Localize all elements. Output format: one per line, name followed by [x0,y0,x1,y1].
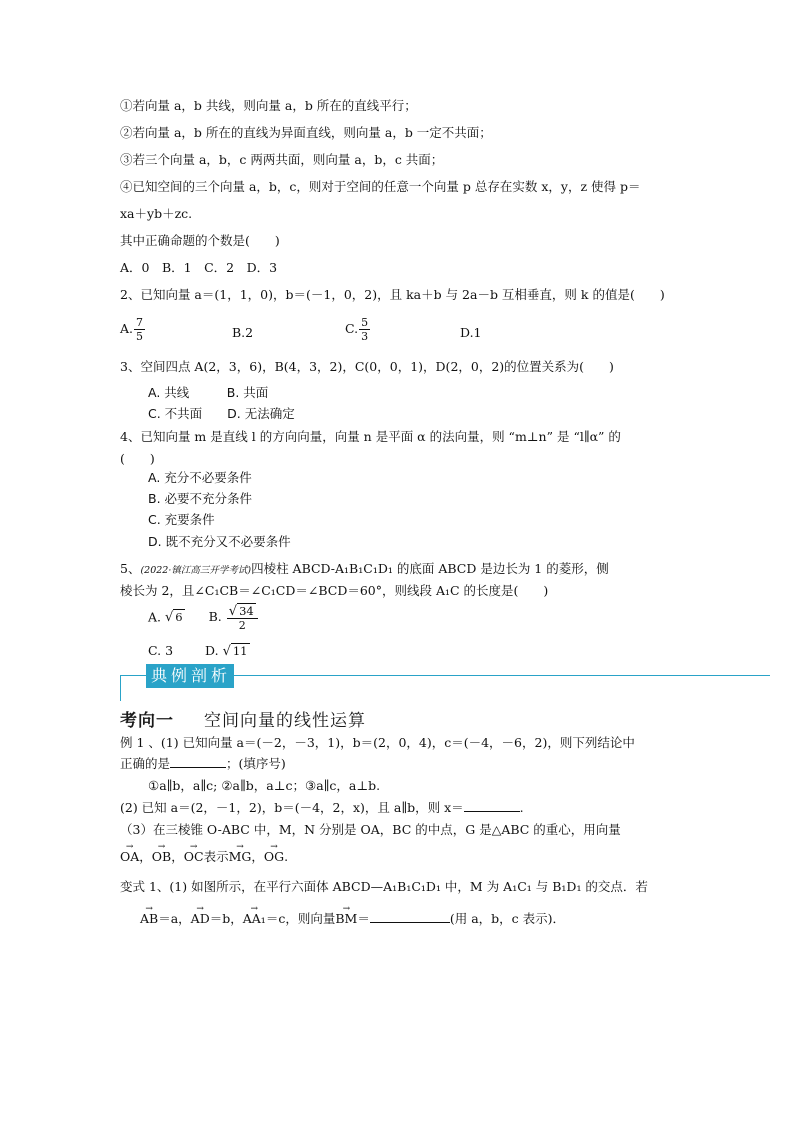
vector-oa: → OA [120,848,139,866]
ex1-line2-text: 正确的是 [120,756,171,771]
vector-og: → OG [264,848,284,866]
q5-b-label: B. [208,609,222,625]
q2-c-denominator: 3 [361,330,369,343]
var1-line2 [140,910,565,928]
var1-line1: 变式 1、(1) 如图所示，在平行六面体 ABCD—A₁B₁C₁D₁ 中，M 为 A₁C₁ 与 B₁D₁ 的交点．若 [120,879,648,894]
vector-ad: → AD [191,910,210,928]
q3-stem: 3、空间四点 A(2，3，6)，B(4，3，2)，C(0，0，1)，D(2，0，2)的位置关系为( ) [120,359,614,374]
ex1-answer-blank-1[interactable] [170,755,226,768]
q3-options-row2: C. 不共面 D. 无法确定 [148,406,295,421]
q5-stem-part1: 四棱柱 ABCD-A₁B₁C₁D₁ 的底面 ABCD 是边长为 1 的菱形，侧 [251,561,609,576]
q4-option-b: B. 必要不充分条件 [148,491,253,506]
q1-item-3: ③若三个向量 a，b，c 两两共面，则向量 a，b，c 共面； [120,152,444,167]
banner-char-3: 剖 [190,666,209,685]
q2-c-fraction [359,316,370,343]
ex1-line4-text: (2) 已知 a＝(2，－1，2)，b＝(－4，2，x)，且 a∥b，则 x＝ [120,800,464,815]
q1-item-4: ④已知空间的三个向量 a，b，c，则对于空间的任意一个向量 p 总存在实数 x，y，z 使得 p＝ [120,179,641,194]
section-divider-tick [120,675,121,701]
section-heading [120,706,366,731]
ex1-line4 [120,799,524,817]
section-banner [146,664,234,688]
q4-paren: ( ) [120,451,155,466]
section-label: 考向一 [120,711,174,731]
q5-a-radicand: 6 [175,610,183,625]
vector-bm: → BM [335,910,357,928]
ex1-sep-1: ， [139,849,152,864]
ex1-line4-tail: . [519,800,524,815]
ex1-sep-2: ， [171,849,184,864]
q4-option-a: A. 充分不必要条件 [148,470,252,485]
vector-mg: → MG [229,848,252,866]
ex1-line6 [120,848,288,866]
q5-number: 5、 [120,561,141,576]
ex1-line6-mid: 表示 [203,849,229,864]
q1-item-1: ①若向量 a，b 共线，则向量 a，b 所在的直线平行； [120,98,417,113]
banner-char-1: 典 [150,666,169,685]
q5-d-sqrt: √ 11 [222,644,248,659]
q2-option-a [120,316,146,343]
q5-b-denominator: 2 [238,618,246,632]
q5-b-fraction: $\frac{√ 34}{2}$ [227,604,258,632]
ex1-line6-end: . [284,849,289,864]
q2-a-label: A. [120,321,134,336]
ex1-line3: ①a∥b，a∥c; ②a∥b，a⊥c；③a∥c，a⊥b. [148,778,381,793]
ex1-line1: 例 1 、(1) 已知向量 a＝(－2，－3，1)，b＝(2，0，4)，c＝(－4，－6，2)，则下列结论中 [120,735,635,750]
q5-option-c: C. 3 [148,643,174,658]
var1-answer-blank[interactable] [370,910,450,923]
vector-ab: → AB [140,910,158,928]
banner-char-2: 例 [170,666,189,685]
var1-tail: (用 a，b，c 表示)． [449,911,566,926]
q5-a-label: A. [148,609,162,625]
section-title: 空间向量的线性运算 [204,711,366,731]
q2-stem: 2、已知向量 a＝(1，1，0)，b＝(－1，0，2)，且 ka＋b 与 2a－b 互相垂直，则 k 的值是( ) [120,287,665,302]
q5-d-label: D. [205,643,219,658]
ex1-sep-3: ， [251,849,264,864]
q4-option-c: C. 充要条件 [148,512,215,527]
q2-option-d: D.1 [460,325,482,340]
var1-eq-end: ＝ [357,911,370,926]
q1-item-4-cont: xa＋yb＋zc. [120,206,193,221]
q2-a-fraction [134,316,145,343]
q5-a-sqrt: √ 6 [165,610,183,626]
q2-a-denominator: 5 [136,330,144,343]
q2-c-numerator: 5 [361,316,369,329]
vector-ob: → OB [152,848,171,866]
ex1-line5: （3）在三棱锥 O-ABC 中，M，N 分别是 OA，BC 的中点，G 是△ABC 的重心，用向量 [120,822,621,837]
var1-eq-c: ＝c，则向量 [265,911,336,926]
var1-eq-b: ＝b， [209,911,243,926]
banner-char-4: 析 [210,666,229,685]
q5-options-row2 [148,642,250,661]
q5-line2: 棱长为 2，且∠C₁CB＝∠C₁CD＝∠BCD＝60°，则线段 A₁C 的长度是( ) [120,583,549,598]
q5-options-row1 [148,604,259,632]
q2-option-b: B.2 [232,325,254,340]
q1-options: A．0 B．1 C．2 D．3 [120,260,278,275]
vector-oc: → OC [184,848,204,866]
ex1-line2 [120,755,286,773]
ex1-line2-tail: ；(填序号) [226,756,286,771]
q4-stem: 4、已知向量 m 是直线 l 的方向向量，向量 n 是平面 α 的法向量，则 “m⊥n” 是 “l∥α” 的 [120,429,621,444]
q2-a-numerator: 7 [136,316,144,329]
var1-eq-a: ＝a， [158,911,191,926]
q4-option-d: D. 既不充分又不必要条件 [148,534,291,549]
q2-c-label: C. [345,321,359,336]
ex1-answer-blank-2[interactable] [464,799,520,812]
q5-b-radicand: 34 [239,603,254,618]
vector-aa1: → AA₁ [243,910,266,928]
q5-source-note: (2022·镇江高三开学考试) [140,565,252,576]
q5-line1 [120,560,609,580]
q1-item-2: ②若向量 a，b 所在的直线为异面直线，则向量 a，b 一定不共面； [120,125,492,140]
q1-prompt: 其中正确命题的个数是( ) [120,233,280,248]
q5-d-radicand: 11 [232,644,248,658]
q2-option-c [345,316,371,343]
q3-options-row1: A. 共线 B. 共面 [148,385,269,400]
